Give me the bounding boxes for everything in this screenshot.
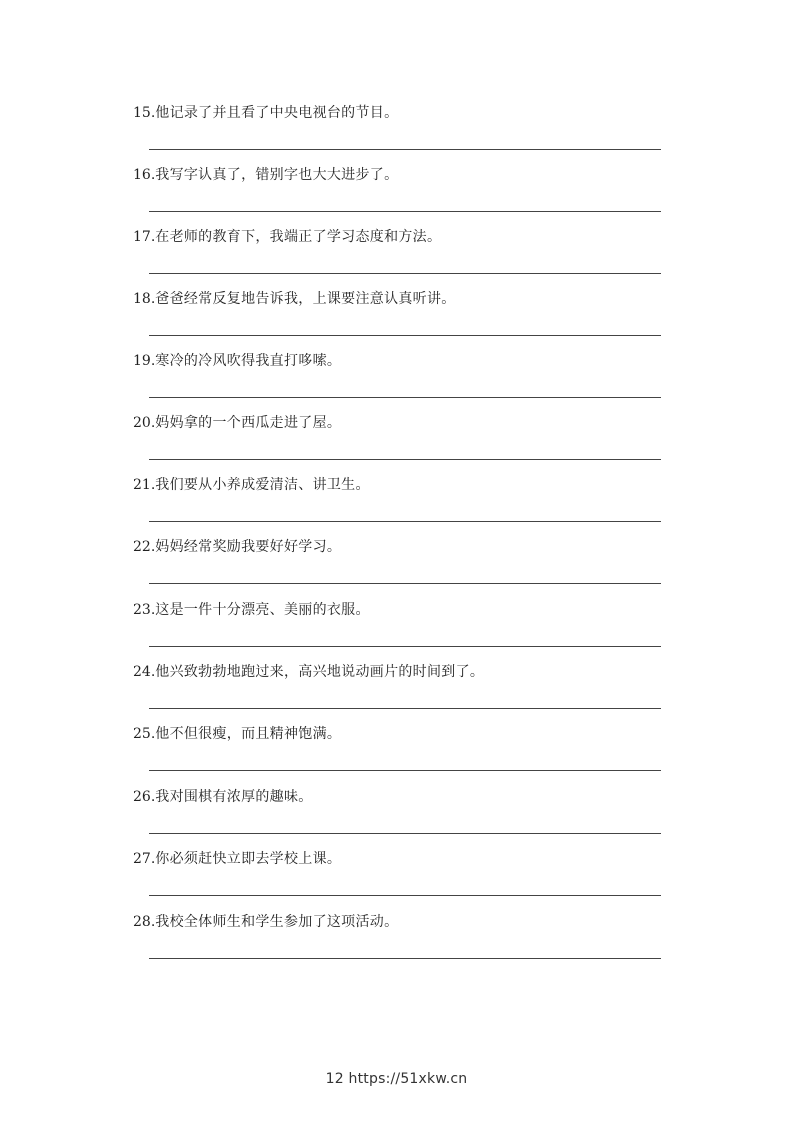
exercise-number: 18.: [133, 291, 156, 307]
exercise-number: 22.: [133, 539, 156, 555]
exercise-text: [133, 912, 398, 932]
exercise-sentence: 我写字认真了，错别字也大大进步了。: [155, 167, 399, 183]
exercise-item: [133, 227, 663, 289]
answer-line[interactable]: [149, 583, 661, 584]
exercise-text: [133, 103, 398, 123]
exercise-sentence: 爸爸经常反复地告诉我，上课要注意认真听讲。: [155, 291, 456, 307]
exercise-text: [133, 662, 484, 682]
exercise-number: 15.: [133, 105, 156, 121]
exercise-number: 17.: [133, 229, 156, 245]
exercise-sentence: 妈妈经常奖励我要好好学习。: [155, 539, 342, 555]
exercise-item: [133, 289, 663, 351]
exercise-number: 26.: [133, 789, 156, 805]
exercise-sentence: 寒冷的冷风吹得我直打哆嗦。: [155, 353, 342, 369]
answer-line[interactable]: [149, 646, 661, 647]
exercise-text: [133, 351, 341, 371]
exercise-sentence: 我对围棋有浓厚的趣味。: [155, 789, 313, 805]
answer-line[interactable]: [149, 459, 661, 460]
exercise-text: [133, 787, 313, 807]
exercise-item: [133, 662, 663, 724]
exercise-text: [133, 849, 341, 869]
answer-line[interactable]: [149, 833, 661, 834]
exercise-number: 19.: [133, 353, 156, 369]
exercise-item: [133, 912, 663, 974]
exercise-item: [133, 165, 663, 227]
exercise-item: [133, 475, 663, 537]
exercise-sentence: 这是一件十分漂亮、美丽的衣服。: [155, 602, 370, 618]
exercise-item: [133, 103, 663, 165]
exercise-sentence: 他兴致勃勃地跑过来，高兴地说动画片的时间到了。: [155, 664, 485, 680]
exercise-text: [133, 289, 456, 309]
exercise-sentence: 我校全体师生和学生参加了这项活动。: [155, 914, 399, 930]
answer-line[interactable]: [149, 708, 661, 709]
exercise-item: [133, 600, 663, 662]
page-footer: [0, 1071, 793, 1087]
exercise-number: 21.: [133, 477, 156, 493]
answer-line[interactable]: [149, 149, 661, 150]
answer-line[interactable]: [149, 770, 661, 771]
exercise-number: 25.: [133, 726, 156, 742]
exercise-number: 16.: [133, 167, 156, 183]
exercise-text: [133, 724, 341, 744]
exercise-number: 28.: [133, 914, 156, 930]
exercise-text: [133, 475, 370, 495]
exercise-item: [133, 849, 663, 911]
answer-line[interactable]: [149, 397, 661, 398]
exercise-text: [133, 227, 441, 247]
exercise-sentence: 妈妈拿的一个西瓜走进了屋。: [155, 415, 342, 431]
exercise-number: 24.: [133, 664, 156, 680]
footer-url: https://51xkw.cn: [348, 1071, 468, 1087]
page-number: 12: [325, 1071, 344, 1087]
answer-line[interactable]: [149, 521, 661, 522]
exercise-item: [133, 413, 663, 475]
exercise-item: [133, 351, 663, 413]
exercise-text: [133, 537, 341, 557]
exercise-item: [133, 787, 663, 849]
exercise-text: [133, 165, 398, 185]
answer-line[interactable]: [149, 335, 661, 336]
exercise-sentence: 你必须赶快立即去学校上课。: [155, 851, 342, 867]
exercise-sentence: 他不但很瘦，而且精神饱满。: [155, 726, 342, 742]
exercise-text: [133, 413, 341, 433]
exercise-number: 23.: [133, 602, 156, 618]
answer-line[interactable]: [149, 958, 661, 959]
exercise-number: 20.: [133, 415, 156, 431]
exercise-item: [133, 724, 663, 786]
exercise-text: [133, 600, 370, 620]
exercise-sentence: 在老师的教育下，我端正了学习态度和方法。: [155, 229, 442, 245]
exercise-sentence: 我们要从小养成爱清洁、讲卫生。: [155, 477, 370, 493]
answer-line[interactable]: [149, 895, 661, 896]
exercise-item: [133, 537, 663, 599]
exercise-sentence: 他记录了并且看了中央电视台的节目。: [155, 105, 399, 121]
answer-line[interactable]: [149, 273, 661, 274]
exercise-number: 27.: [133, 851, 156, 867]
answer-line[interactable]: [149, 211, 661, 212]
